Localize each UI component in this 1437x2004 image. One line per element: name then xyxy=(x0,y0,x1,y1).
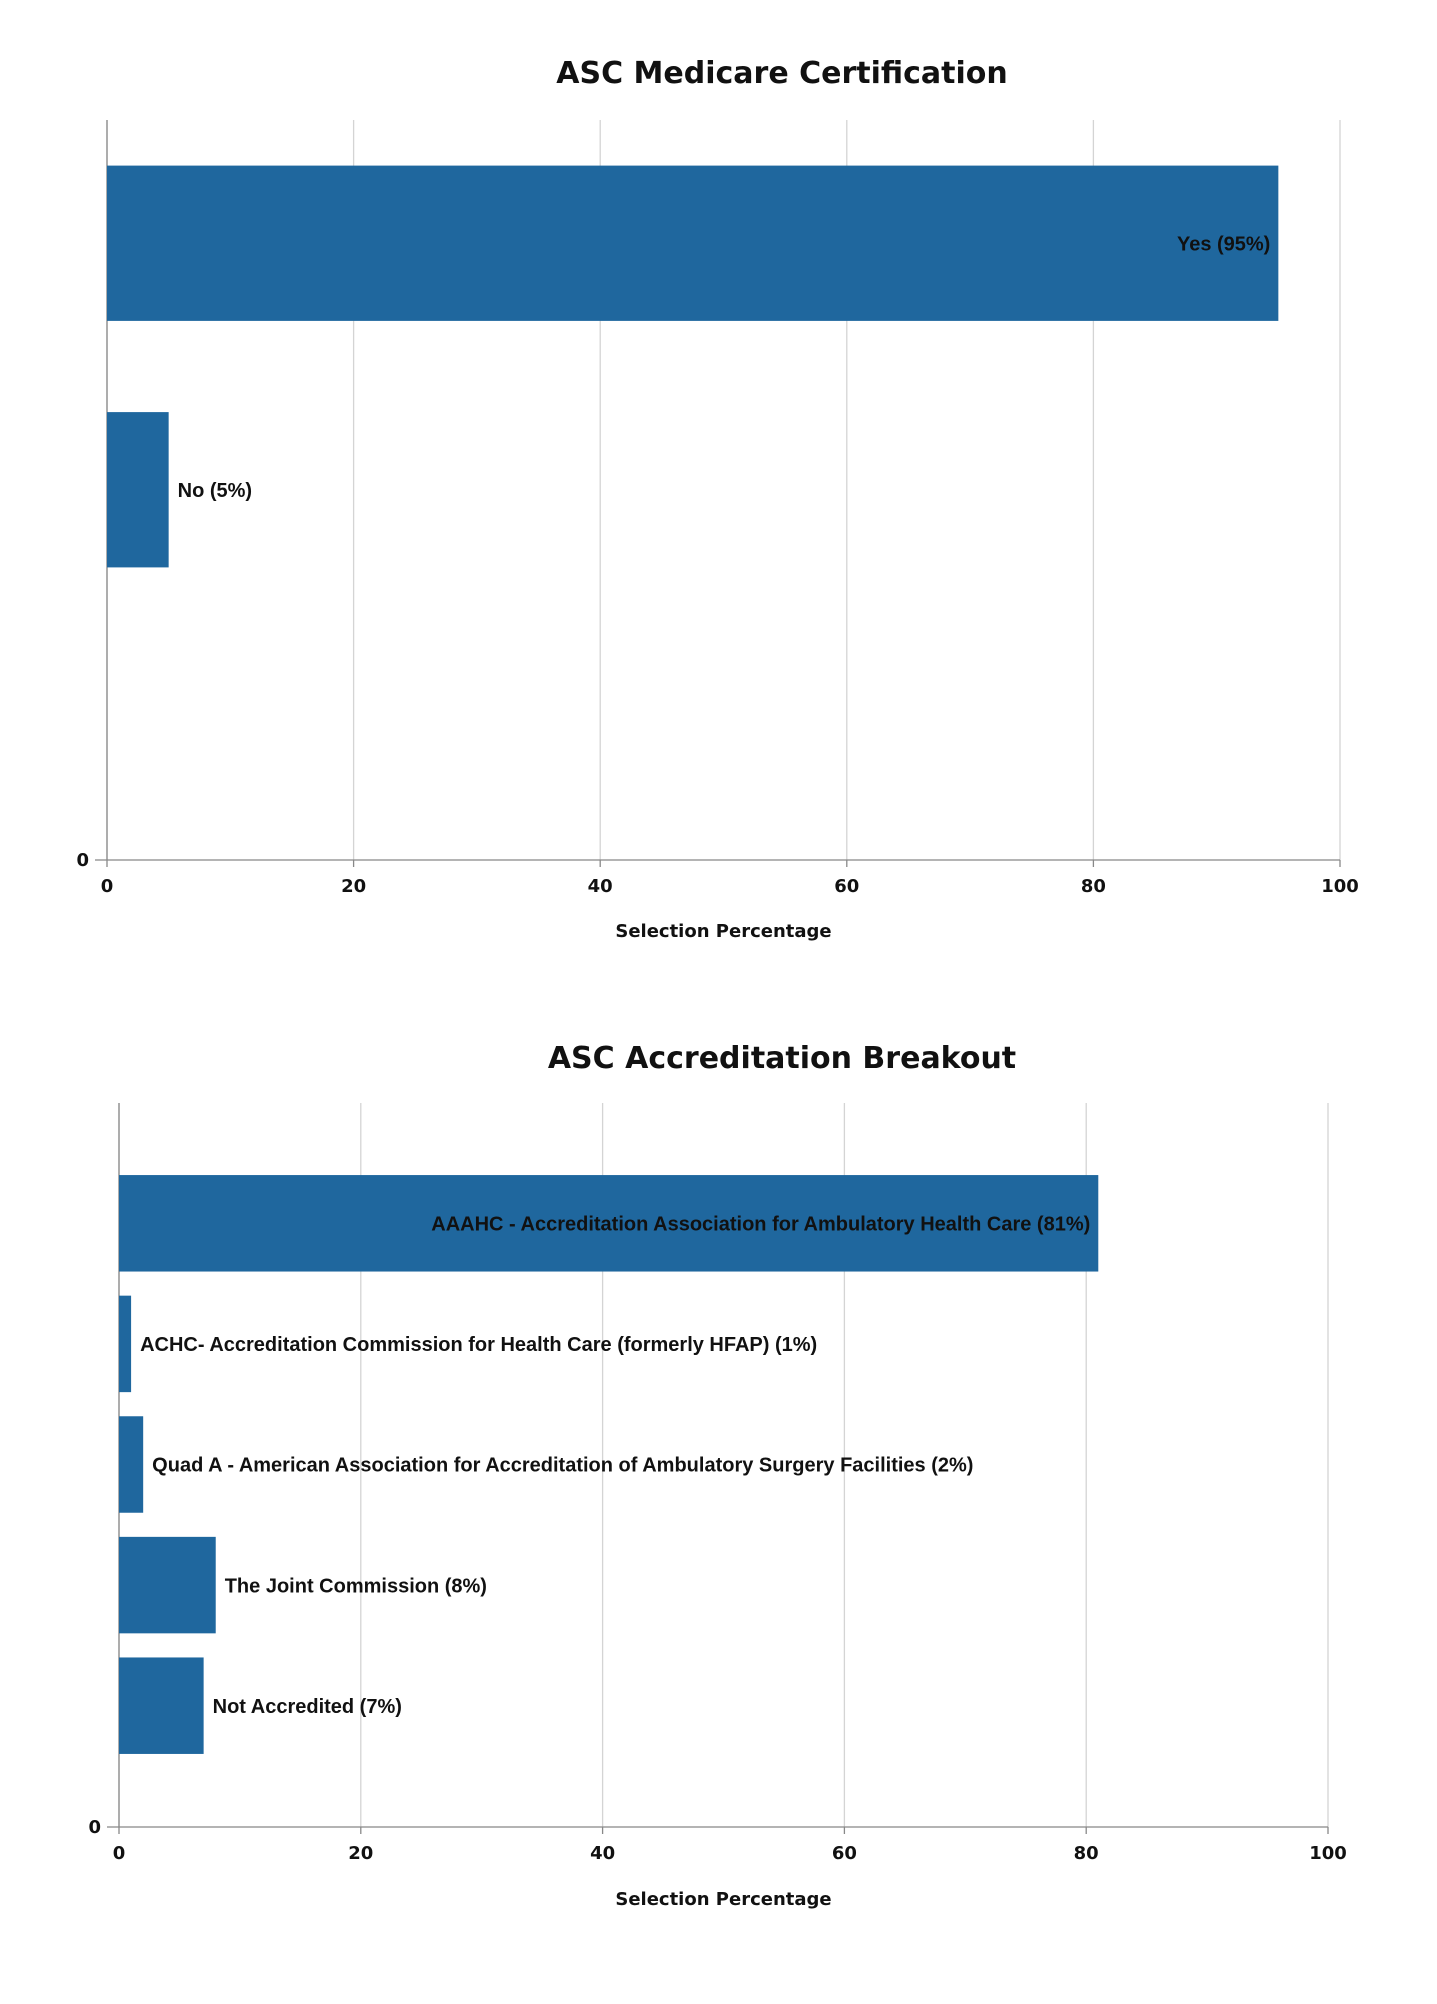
x-tick-label: 60 xyxy=(831,1843,857,1864)
x-tick-label: 40 xyxy=(587,876,613,897)
x-tick-label: 80 xyxy=(1080,876,1106,897)
x-axis-label: Selection Percentage xyxy=(615,1889,832,1910)
y-tick-label: 0 xyxy=(88,1817,101,1838)
x-tick-label: 100 xyxy=(1309,1843,1347,1864)
bar-2 xyxy=(107,412,169,567)
x-tick-label: 100 xyxy=(1321,876,1359,897)
bar-label-3: Quad A - American Association for Accreditation of Ambulatory Surgery Facilities (2%) xyxy=(152,1454,974,1477)
bar-5 xyxy=(119,1657,204,1753)
x-tick-label: 20 xyxy=(341,876,367,897)
x-tick-label: 60 xyxy=(834,876,860,897)
x-tick-label: 80 xyxy=(1073,1843,1099,1864)
x-tick-label: 40 xyxy=(590,1843,616,1864)
x-tick-label: 0 xyxy=(112,1843,126,1864)
bar-label-1: Yes (95%) xyxy=(1176,233,1271,256)
bar-3 xyxy=(119,1416,143,1512)
bar-1 xyxy=(107,166,1278,321)
bar-label-5: Not Accredited (7%) xyxy=(212,1695,402,1718)
x-axis-label: Selection Percentage xyxy=(615,921,832,942)
bar-label-2: ACHC- Accreditation Commission for Health Care (formerly HFAP) (1%) xyxy=(140,1334,818,1357)
bar-label-2: No (5%) xyxy=(177,479,253,502)
x-tick-label: 0 xyxy=(100,876,114,897)
bar-label-4: The Joint Commission (8%) xyxy=(224,1575,487,1598)
chart-title: ASC Medicare Certification xyxy=(556,56,1008,91)
bar-label-1: AAAHC - Accreditation Association for Ambulatory Health Care (81%) xyxy=(431,1213,1091,1236)
bar-2 xyxy=(119,1296,131,1392)
bar-4 xyxy=(119,1537,216,1633)
chart-title: ASC Accreditation Breakout xyxy=(547,1041,1017,1076)
y-tick-label: 0 xyxy=(76,850,89,871)
x-tick-label: 20 xyxy=(348,1843,374,1864)
